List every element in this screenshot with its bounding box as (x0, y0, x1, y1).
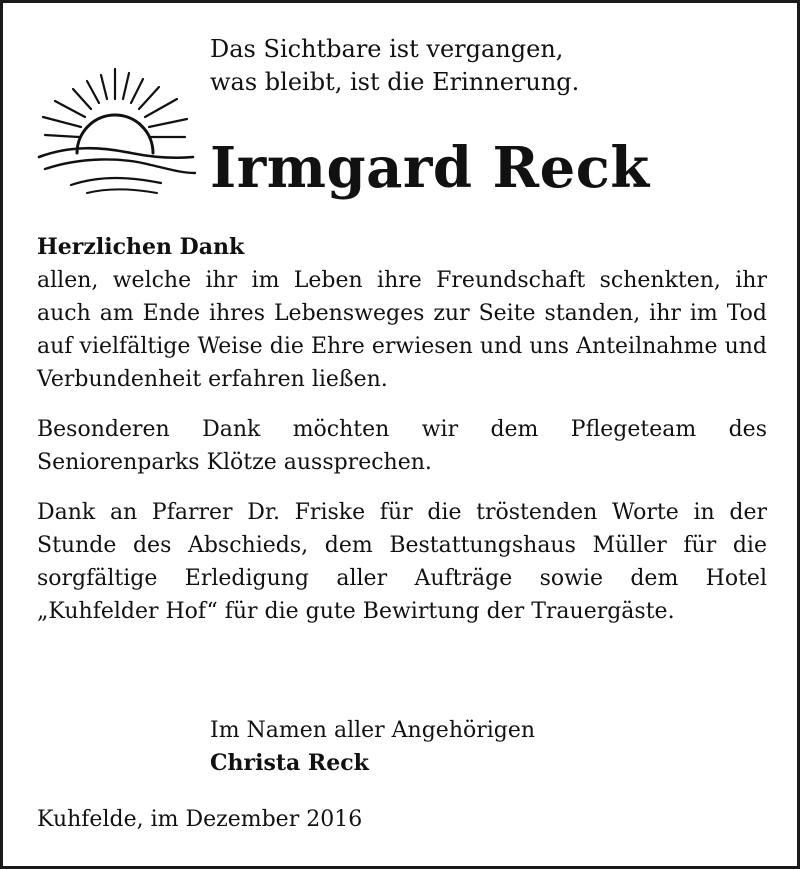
quote-line-2: was bleibt, ist die Erinnerung. (210, 68, 580, 96)
place-and-date: Kuhfelde, im Dezember 2016 (37, 807, 363, 832)
signature-block (210, 714, 535, 780)
quote-line-1: Das Sichtbare ist vergangen, (210, 35, 564, 63)
thanks-paragraph-1: allen, welche ihr im Leben ihre Freundschaft schenkten, ihr auch am Ende ihres Lebensweges zur Seite standen, ihr im Tod auf vielfältige Weise die Ehre erwiesen und uns Anteilnahme und Verbundenheit erfahren ließen. (37, 268, 767, 392)
thanks-paragraph-3: Dank an Pfarrer Dr. Friske für die tröstenden Worte in der Stunde des Abschieds, dem Bestattungshaus Müller für die sorgfältige Erledigung aller Aufträge sowie dem Hotel „Kuhfelder Hof“ für die gute Bewirtung der Trauergäste. (37, 500, 767, 624)
signature-intro: Im Namen aller Angehörigen (210, 718, 536, 743)
thanks-paragraph-2: Besonderen Dank möchten wir dem Pflegeteam des Seniorenparks Klötze aussprechen. (37, 417, 767, 475)
thanks-heading: Herzlichen Dank (37, 234, 245, 260)
signature-name: Christa Reck (210, 750, 369, 776)
sunset-over-hills-icon (31, 61, 199, 201)
thanks-section (37, 231, 767, 628)
deceased-name: Irmgard Reck (210, 135, 650, 201)
memorial-quote (210, 33, 770, 99)
